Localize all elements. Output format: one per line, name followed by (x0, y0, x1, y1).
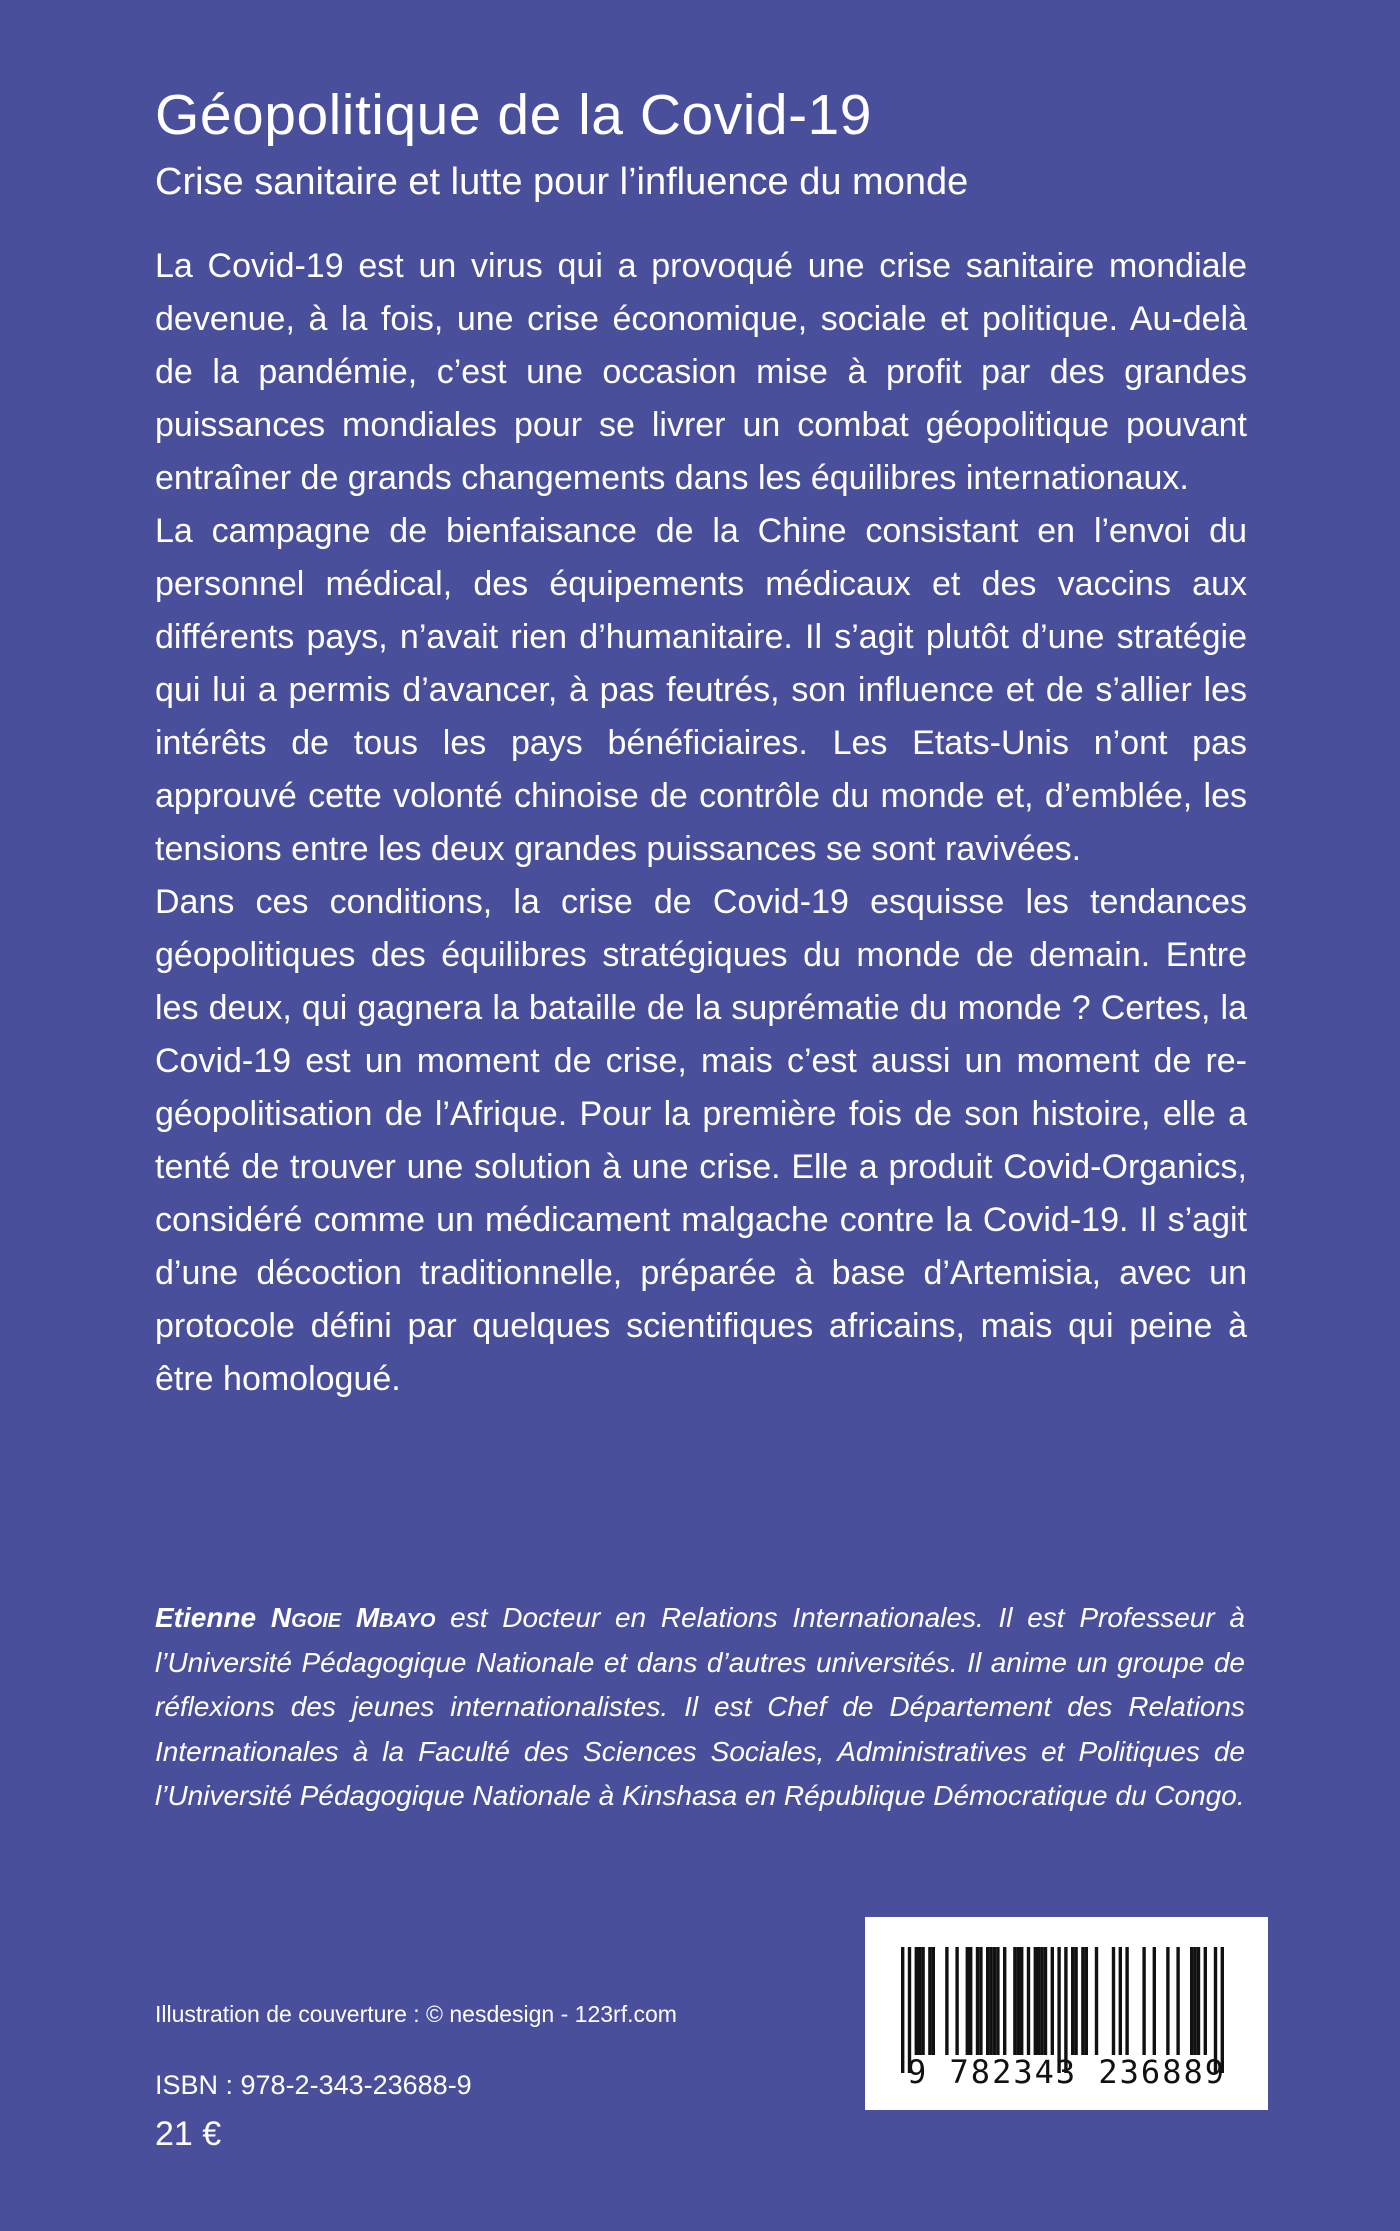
barcode-bar (1034, 1947, 1037, 2055)
barcode-bar (1193, 1947, 1196, 2055)
barcode-bar (1197, 1947, 1200, 2055)
barcode-bar (921, 1947, 924, 2055)
barcode-bar (1071, 1947, 1074, 2055)
isbn: ISBN : 978-2-343-23688-9 (155, 2070, 472, 2100)
author-bio (155, 1596, 1245, 1819)
book-subtitle: Crise sanitaire et lutte pour l’influence du monde (155, 161, 969, 203)
author-first-name: Etienne (155, 1602, 257, 1633)
barcode-bar (1190, 1947, 1193, 2055)
barcode-bar (996, 1947, 999, 2055)
barcode (865, 1917, 1268, 2110)
barcode-bar (945, 1947, 948, 2055)
synopsis-paragraph: La campagne de bienfaisance de la Chine consistant en l’envoi du personnel médical, des équipements médicaux et des vaccins aux différents pays, n’avait rien d’humanitaire. Il s’agit plutôt d’une stratégie qui lui a permis d’avancer, à pas feutrés, son influence et de s’allier les intérêts de tous les pays bénéficiaires. Les Etats-Unis n’ont pas approuvé cette volonté chinoise de contrôle du monde et, d’emblée, les tensions entre les deux grandes puissances se sont ravivées. (155, 512, 1247, 868)
barcode-bar (918, 1947, 921, 2055)
barcode-bar (993, 1947, 996, 2055)
synopsis (155, 240, 1247, 1406)
barcode-bar (969, 1947, 972, 2055)
barcode-bar (1074, 1947, 1077, 2055)
price: 21 € (155, 2115, 222, 2153)
barcode-bar (1027, 1947, 1030, 2055)
barcode-bar (1176, 1947, 1179, 2055)
author-bio-text: est Docteur en Relations Internationales. Il est Professeur à l’Université Pédagogique Nationale et dans d’autres universités. Il anime un groupe de réflexions des jeunes internationalistes. Il est Chef de Département des Relations Internationales à la Faculté des Sciences Sociales, Administratives et Politiques de l’Université Pédagogique Nationale à Kinshasa en République Démocratique du Congo. (155, 1602, 1246, 1811)
barcode-bar (1037, 1947, 1040, 2055)
barcode-bar (1204, 1947, 1207, 2055)
barcode-bar (915, 1947, 918, 2055)
illustration-credit: Illustration de couverture : © nesdesign - 123rf.com (155, 2001, 677, 2027)
barcode-digits: 9 782343 236889 (907, 2053, 1226, 2091)
barcode-bar (1166, 1947, 1169, 2055)
barcode-bar (955, 1947, 958, 2055)
barcode-bar (1142, 1947, 1145, 2055)
synopsis-paragraph: Dans ces conditions, la crise de Covid-19 esquisse les tendances géopolitiques des équilibres stratégiques du monde de demain. Entre les deux, qui gagnera la bataille de la suprématie du monde ? Certes, la Covid-19 est un moment de crise, mais c’est aussi un moment de re-géopolitisation de l’Afrique. Pour la première fois de son histoire, elle a tenté de trouver une solution à une crise. Elle a produit Covid-Organics, considéré comme un médicament malgache contre la Covid-19. Il s’agit d’une décoction traditionnelle, préparée à base d’Artemisia, avec un protocole défini par quelques scientifiques africains, mais qui peine à être homologué. (155, 883, 1247, 1398)
barcode-bar (1119, 1947, 1122, 2055)
barcode-bar (1125, 1947, 1128, 2055)
barcode-bar (979, 1947, 982, 2055)
barcode-bar (1044, 1947, 1047, 2055)
barcode-bar (928, 1947, 931, 2055)
barcode-bar (1013, 1947, 1016, 2055)
barcode-bar (932, 1947, 935, 2055)
barcode-bar (966, 1947, 969, 2055)
barcode-bar (1153, 1947, 1156, 2055)
author-name (155, 1602, 435, 1633)
barcode-bar (1081, 1947, 1084, 2055)
synopsis-paragraph: La Covid-19 est un virus qui a provoqué une crise sanitaire mondiale devenue, à la fois, une crise économique, sociale et politique. Au-delà de la pandémie, c’est une occasion mise à profit par des grandes puissances mondiales pour se livrer un combat géopolitique pouvant entraîner de grands changements dans les équilibres internationaux. (155, 247, 1247, 497)
barcode-bar (1051, 1947, 1054, 2055)
book-title: Géopolitique de la Covid-19 (155, 83, 872, 147)
barcode-bar (976, 1947, 979, 2055)
barcode-bar (1003, 1947, 1006, 2055)
barcode-bar (1095, 1947, 1098, 2055)
author-last-name: Ngoie Mbayo (270, 1602, 436, 1633)
barcode-bar (1085, 1947, 1088, 2055)
barcode-bar (1040, 1947, 1043, 2055)
barcode-bar (1017, 1947, 1020, 2055)
barcode-bar (1020, 1947, 1023, 2055)
barcode-bar (989, 1947, 992, 2055)
barcode-bar (986, 1947, 989, 2055)
barcode-bar (1112, 1947, 1115, 2055)
